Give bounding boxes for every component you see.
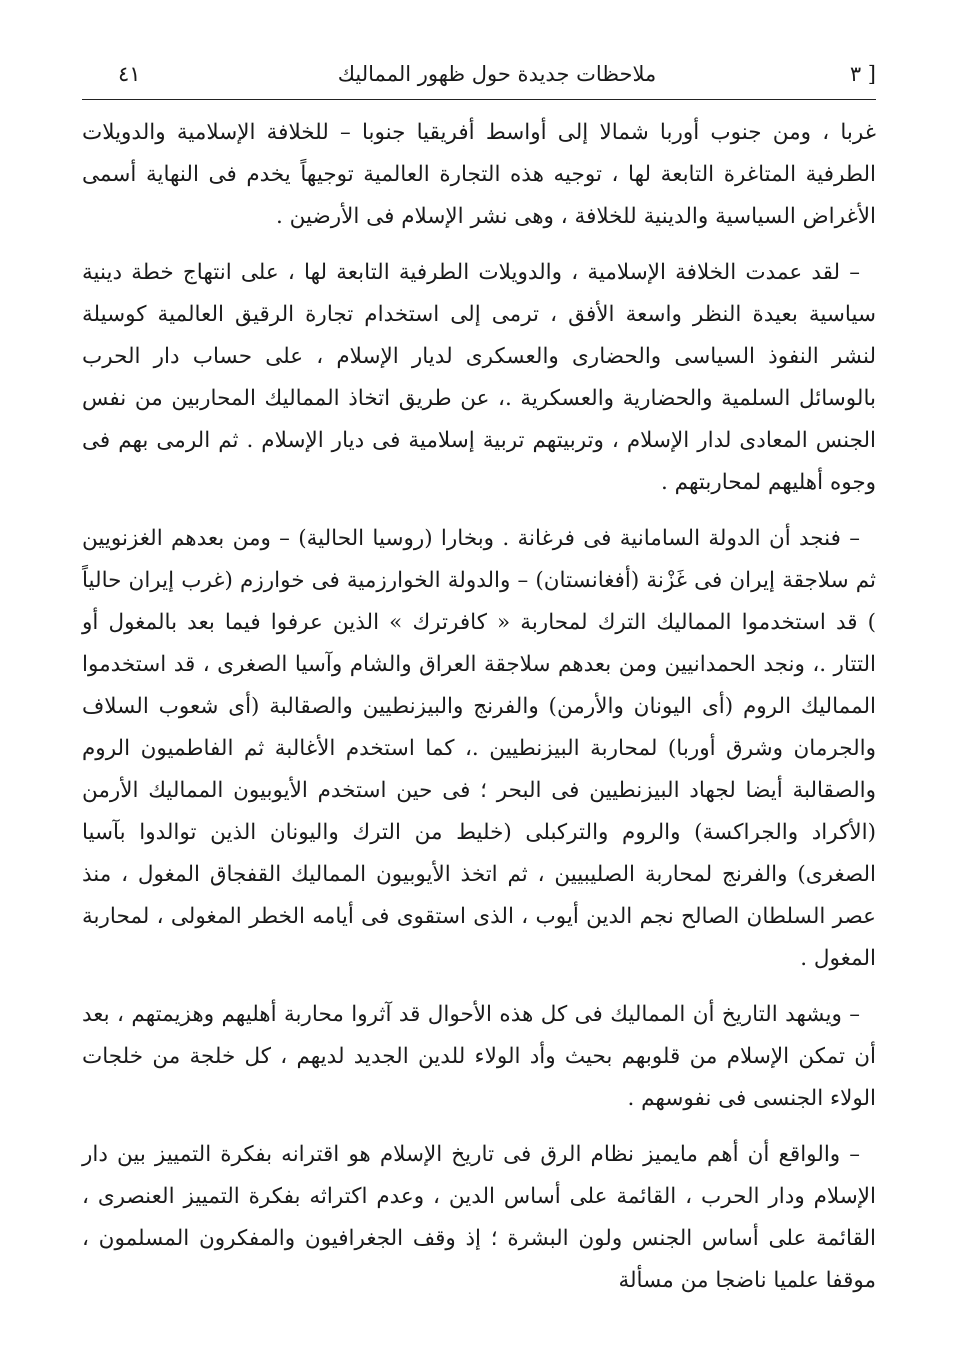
running-title: ملاحظات جديدة حول ظهور المماليك	[337, 62, 657, 86]
page-number: ٤١	[118, 62, 141, 86]
section-mark: [ ٣	[849, 62, 876, 86]
paragraph: – فنجد أن الدولة السامانية فى فرغانة . وبخارا (روسيا الحالية) – ومن بعدهم الغزنويين ثم سلاجقة إيران فى غَزْنة (أفغانستان) – والدولة الخوارزمية فى خوارزم (غرب إيران حالياً ) قد استخدموا المماليك الترك لمحاربة « كافرترك » الذين عرفوا فيما بعد بالمغول أو التتار .، ونجد الحمدانيين ومن بعدهم سلاجقة العراق والشام وآسيا الصغرى ، قد استخدموا المماليك الروم (أى اليونان والأرمن) والفرنج والبيزنطيين والصقالبة (أى شعوب السلاف والجرمان وشرق أوربا) لمحاربة البيزنطيين .، كما استخدم الأغالبة ثم الفاطميون الروم والصقالبة أيضا لجهاد البيزنطيين فى البحر ؛ فى حين استخدم الأيوبيون المماليك الأرمن (الأكراد والجراكسة) والروم والتركبلى (خليط من الترك واليونان الذين توالدوا بآسيا الصغرى) والفرنج لمحاربة الصليبيين ، ثم اتخذ الأيوبيون المماليك القفجاق المغول ، منذ عصر السلطان الصالح نجم الدين أيوب ، الذى استقوى فى أيامه الخطر المغولى ، لمحاربة المغول .	[82, 526, 876, 971]
paragraph: – لقد عمدت الخلافة الإسلامية ، والدويلات الطرفية التابعة لها ، على انتهاج خطة دينية سياسية بعيدة النظر واسعة الأفق ، ترمى إلى استخدام تجارة الرقيق العالمية كوسيلة لنشر النفوذ السياسى والحضارى والعسكرى لديار الإسلام ، على حساب دار الحرب بالوسائل السلمية والحضارية والعسكرية .، عن طريق اتخاذ المماليك المحاربين من نفس الجنس المعادى لدار الإسلام ، وتربيتهم تربية إسلامية فى ديار الإسلام . ثم الرمى بهم فى وجوه أهليهم لمحاربتهم .	[82, 260, 876, 495]
paragraph-continued: غربا ، ومن جنوب أوربا شمالا إلى أواسط أفريقيا جنوبا – للخلافة الإسلامية والدويلات الطرفية المتاغرة التابعة لها ، توجيه هذه التجارة العالمية توجيهاً يخدم فى النهاية أسمى الأغراض السياسية والدينية للخلافة ، وهى نشر الإسلام فى الأرضين .	[82, 120, 876, 229]
running-header	[118, 62, 876, 92]
paragraph: – ويشهد التاريخ أن المماليك فى كل هذه الأحوال قد آثروا محاربة أهليهم وهزيمتهم ، بعد أن تمكن الإسلام من قلوبهم بحيث وأد الولاء للدين الجديد لديهم ، كل خلجة من خلجات الولاء الجنسى فى نفوسهم .	[82, 1002, 876, 1111]
header-rule	[82, 99, 876, 100]
body-text	[82, 112, 876, 1316]
paragraph: – والواقع أن أهم مايميز نظام الرق فى تاريخ الإسلام هو اقترانه بفكرة التمييز بين دار الإسلام ودار الحرب ، القائمة على أساس الدين ، وعدم اكتراثه بفكرة التمييز العنصرى ، القائمة على أساس الجنس ولون البشرة ؛ إذ وقف الجغرافيون والمفكرون المسلمون ، موقفا علميا ناضجا من مسألة	[82, 1142, 876, 1293]
